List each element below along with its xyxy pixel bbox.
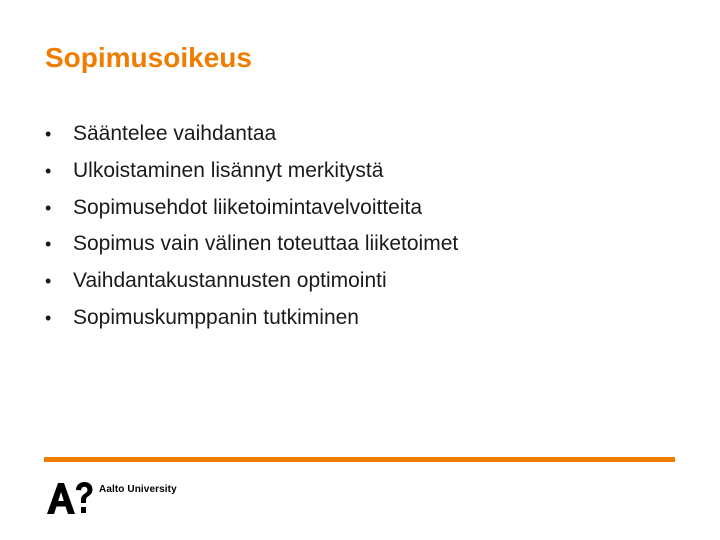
slide-title: Sopimusoikeus bbox=[45, 42, 252, 73]
bullet-marker: • bbox=[45, 197, 52, 218]
bullet-marker: • bbox=[45, 271, 52, 292]
bullet-item bbox=[45, 306, 458, 343]
bullet-text: Ulkoistaminen lisännyt merkitystä bbox=[73, 158, 384, 182]
bullet-marker: • bbox=[45, 234, 52, 255]
bullet-list bbox=[45, 122, 458, 343]
bullet-item bbox=[45, 122, 458, 159]
bullet-text: Sääntelee vaihdantaa bbox=[73, 122, 277, 145]
aalto-logo bbox=[45, 480, 177, 516]
aalto-logo-icon bbox=[45, 480, 93, 516]
bullet-item bbox=[45, 159, 458, 196]
bullet-marker: • bbox=[45, 307, 52, 328]
bullet-marker: • bbox=[45, 124, 52, 144]
footer-divider bbox=[44, 457, 675, 462]
bullet-item bbox=[45, 196, 458, 233]
bullet-text: Sopimus vain välinen toteuttaa liiketoimet bbox=[73, 232, 459, 256]
bullet-text: Sopimuskumppanin tutkiminen bbox=[73, 305, 359, 329]
bullet-marker: • bbox=[45, 160, 52, 181]
bullet-item bbox=[45, 269, 458, 306]
bullet-text: Vaihdantakustannusten optimointi bbox=[73, 269, 387, 293]
aalto-university-label: Aalto University bbox=[99, 484, 177, 495]
bullet-item bbox=[45, 232, 458, 269]
bullet-text: Sopimusehdot liiketoimintavelvoitteita bbox=[73, 195, 423, 219]
